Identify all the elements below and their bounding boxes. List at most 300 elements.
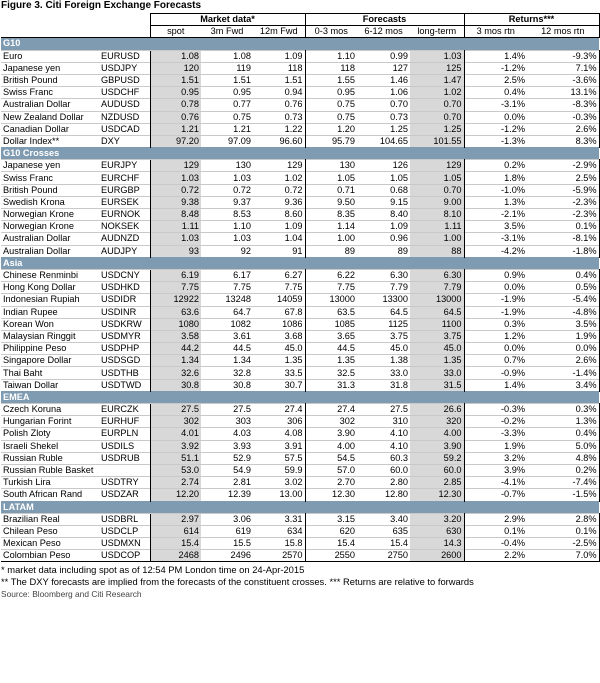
pair-code: USDTWD: [99, 379, 150, 391]
value-cell: 1.3%: [464, 196, 527, 208]
value-cell: 44.2: [150, 343, 201, 355]
currency-name: Japanese yen: [1, 160, 99, 172]
value-cell: -4.8%: [527, 306, 599, 318]
value-cell: 4.01: [150, 428, 201, 440]
pair-code: USDTHB: [99, 367, 150, 379]
section-header: [1, 148, 599, 160]
value-cell: 1.35: [253, 355, 305, 367]
footnote-dxy-returns: ** The DXY forecasts are implied from the forecasts of the constituent crosses. *** Returns are relative to forwards: [1, 575, 474, 587]
pair-code: USDILS: [99, 440, 150, 452]
table-row: [1, 172, 599, 184]
pair-code: EURSEK: [99, 196, 150, 208]
value-cell: 620: [305, 525, 357, 537]
pair-code: USDCHF: [99, 87, 150, 99]
currency-name: Norwegian Krone: [1, 221, 99, 233]
value-cell: 1.08: [201, 50, 253, 62]
value-cell: 30.8: [150, 379, 201, 391]
value-cell: 8.3%: [527, 135, 599, 147]
value-cell: 1.21: [150, 123, 201, 135]
value-cell: 30.7: [253, 379, 305, 391]
value-cell: 303: [201, 416, 253, 428]
pair-code: USDPHP: [99, 343, 150, 355]
value-cell: 54.5: [305, 452, 357, 464]
footnotes: [0, 564, 600, 587]
value-cell: 4.03: [201, 428, 253, 440]
value-cell: 1.51: [150, 74, 201, 86]
value-cell: -1.3%: [464, 135, 527, 147]
value-cell: 45.0: [357, 343, 410, 355]
value-cell: 3.15: [305, 513, 357, 525]
value-cell: -2.5%: [527, 538, 599, 550]
value-cell: 14059: [253, 294, 305, 306]
value-cell: 64.7: [201, 306, 253, 318]
value-cell: 3.02: [253, 477, 305, 489]
value-cell: -3.1%: [464, 233, 527, 245]
value-cell: 0.75: [201, 111, 253, 123]
value-cell: 0.72: [150, 184, 201, 196]
pair-code: DXY: [99, 135, 150, 147]
value-cell: 0.2%: [527, 464, 599, 476]
value-cell: 0.1%: [527, 525, 599, 537]
value-cell: 7.79: [410, 282, 464, 294]
table-row: [1, 221, 599, 233]
col-header-3m-fwd: 3m Fwd: [201, 26, 253, 38]
value-cell: 2600: [410, 550, 464, 562]
value-cell: 1.35: [305, 355, 357, 367]
value-cell: 1.03: [201, 233, 253, 245]
value-cell: 0.68: [357, 184, 410, 196]
value-cell: 7.75: [201, 282, 253, 294]
table-row: [1, 550, 599, 562]
col-header-0-3-mos: 0-3 mos: [305, 26, 357, 38]
currency-name: Hong Kong Dollar: [1, 282, 99, 294]
col-header-6-12-mos: 6-12 mos: [357, 26, 410, 38]
currency-name: Colombian Peso: [1, 550, 99, 562]
value-cell: 3.31: [253, 513, 305, 525]
value-cell: 63.5: [305, 306, 357, 318]
table-row: [1, 452, 599, 464]
value-cell: 1085: [305, 318, 357, 330]
value-cell: 0.95: [305, 87, 357, 99]
pair-code: USDMYR: [99, 330, 150, 342]
value-cell: 2.97: [150, 513, 201, 525]
value-cell: 1.03: [410, 50, 464, 62]
pair-code: USDCOP: [99, 550, 150, 562]
pair-code: EURCZK: [99, 404, 150, 416]
value-cell: 1.08: [150, 50, 201, 62]
value-cell: 97.20: [150, 135, 201, 147]
value-cell: 1.51: [253, 74, 305, 86]
value-cell: 4.08: [253, 428, 305, 440]
currency-name: Thai Baht: [1, 367, 99, 379]
section-header: [1, 391, 599, 403]
value-cell: 45.0: [410, 343, 464, 355]
value-cell: 0.70: [410, 111, 464, 123]
value-cell: 1.06: [357, 87, 410, 99]
value-cell: 1086: [253, 318, 305, 330]
table-row: [1, 50, 599, 62]
value-cell: 3.06: [201, 513, 253, 525]
value-cell: 1.2%: [464, 330, 527, 342]
pair-code: USDCAD: [99, 123, 150, 135]
value-cell: 33.0: [410, 367, 464, 379]
table-row: [1, 355, 599, 367]
value-cell: 1.51: [201, 74, 253, 86]
currency-name: New Zealand Dollar: [1, 111, 99, 123]
value-cell: -0.3%: [527, 111, 599, 123]
table-row: [1, 525, 599, 537]
value-cell: 0.78: [150, 99, 201, 111]
value-cell: 1.4%: [464, 50, 527, 62]
value-cell: 9.50: [305, 196, 357, 208]
table-row: [1, 74, 599, 86]
value-cell: 101.55: [410, 135, 464, 147]
value-cell: 32.5: [305, 367, 357, 379]
value-cell: 0.76: [253, 99, 305, 111]
value-cell: 1.9%: [527, 330, 599, 342]
value-cell: 2.2%: [464, 550, 527, 562]
pair-code: EURCHF: [99, 172, 150, 184]
value-cell: 0.0%: [527, 343, 599, 355]
value-cell: 306: [253, 416, 305, 428]
value-cell: 0.73: [357, 111, 410, 123]
pair-code: USDCLP: [99, 525, 150, 537]
currency-name: Swedish Krona: [1, 196, 99, 208]
value-cell: 3.2%: [464, 452, 527, 464]
value-cell: 54.9: [201, 464, 253, 476]
value-cell: 0.75: [305, 99, 357, 111]
value-cell: 3.75: [410, 330, 464, 342]
value-cell: 1.03: [201, 172, 253, 184]
col-header-12m-fwd: 12m Fwd: [253, 26, 305, 38]
value-cell: 8.35: [305, 209, 357, 221]
value-cell: 634: [253, 525, 305, 537]
value-cell: 93: [150, 245, 201, 257]
value-cell: 7.79: [357, 282, 410, 294]
value-cell: 89: [305, 245, 357, 257]
value-cell: 1.09: [253, 221, 305, 233]
value-cell: 0.96: [357, 233, 410, 245]
value-cell: 8.40: [357, 209, 410, 221]
value-cell: 1.02: [410, 87, 464, 99]
value-cell: 0.7%: [464, 355, 527, 367]
value-cell: 5.0%: [527, 440, 599, 452]
value-cell: 31.5: [410, 379, 464, 391]
table-row: [1, 184, 599, 196]
value-cell: 1.03: [150, 172, 201, 184]
value-cell: 1125: [357, 318, 410, 330]
value-cell: 1.22: [253, 123, 305, 135]
value-cell: 3.65: [305, 330, 357, 342]
value-cell: 118: [253, 62, 305, 74]
value-cell: 0.71: [305, 184, 357, 196]
value-cell: 15.5: [201, 538, 253, 550]
value-cell: 12.30: [305, 489, 357, 501]
value-cell: 59.9: [253, 464, 305, 476]
currency-name: Singapore Dollar: [1, 355, 99, 367]
table-row: [1, 416, 599, 428]
value-cell: 57.5: [253, 452, 305, 464]
value-cell: 7.0%: [527, 550, 599, 562]
currency-name: Dollar Index**: [1, 135, 99, 147]
col-header-12-mos-rtn: 12 mos rtn: [527, 26, 599, 38]
value-cell: 302: [305, 416, 357, 428]
value-cell: 60.0: [357, 464, 410, 476]
value-cell: 7.75: [150, 282, 201, 294]
currency-name: Swiss Franc: [1, 172, 99, 184]
currency-name: Czech Koruna: [1, 404, 99, 416]
value-cell: -5.4%: [527, 294, 599, 306]
pair-code: GBPUSD: [99, 74, 150, 86]
value-cell: 2.8%: [527, 513, 599, 525]
value-cell: 129: [410, 160, 464, 172]
table-row: [1, 343, 599, 355]
value-cell: 15.8: [253, 538, 305, 550]
currency-name: Korean Won: [1, 318, 99, 330]
value-cell: 1080: [150, 318, 201, 330]
value-cell: 3.5%: [527, 318, 599, 330]
pair-code: USDHKD: [99, 282, 150, 294]
section-header: [1, 38, 599, 50]
value-cell: -2.1%: [464, 209, 527, 221]
value-cell: -0.2%: [464, 416, 527, 428]
value-cell: 27.4: [305, 404, 357, 416]
value-cell: 27.5: [150, 404, 201, 416]
value-cell: 4.00: [410, 428, 464, 440]
value-cell: 14.3: [410, 538, 464, 550]
section-title: Asia: [1, 257, 599, 269]
value-cell: 0.94: [253, 87, 305, 99]
currency-name: Russian Ruble: [1, 452, 99, 464]
value-cell: 126: [357, 160, 410, 172]
value-cell: 44.5: [201, 343, 253, 355]
value-cell: -3.1%: [464, 99, 527, 111]
currency-name: Indian Rupee: [1, 306, 99, 318]
col-header-3-mos-rtn: 3 mos rtn: [464, 26, 527, 38]
pair-code: NOKSEK: [99, 221, 150, 233]
pair-code: USDCNY: [99, 269, 150, 281]
value-cell: 2.81: [201, 477, 253, 489]
value-cell: 3.58: [150, 330, 201, 342]
value-cell: 1.25: [357, 123, 410, 135]
value-cell: 310: [357, 416, 410, 428]
value-cell: 0.9%: [464, 269, 527, 281]
value-cell: 0.70: [410, 99, 464, 111]
value-cell: 1.21: [201, 123, 253, 135]
value-cell: 64.5: [357, 306, 410, 318]
header-spacer: [1, 14, 150, 26]
pair-code: EURGBP: [99, 184, 150, 196]
currency-name: Taiwan Dollar: [1, 379, 99, 391]
value-cell: 7.75: [305, 282, 357, 294]
value-cell: 127: [357, 62, 410, 74]
sub-header-row: [1, 26, 599, 38]
value-cell: -1.8%: [527, 245, 599, 257]
currency-name: South African Rand: [1, 489, 99, 501]
value-cell: -3.3%: [464, 428, 527, 440]
value-cell: 2.70: [305, 477, 357, 489]
value-cell: 0.75: [305, 111, 357, 123]
currency-name: Swiss Franc: [1, 87, 99, 99]
value-cell: 60.0: [410, 464, 464, 476]
col-header-long-term: long-term: [410, 26, 464, 38]
value-cell: -1.5%: [527, 489, 599, 501]
value-cell: 32.8: [201, 367, 253, 379]
pair-code: USDMXN: [99, 538, 150, 550]
value-cell: -0.9%: [464, 367, 527, 379]
value-cell: 0.0%: [464, 111, 527, 123]
table-row: [1, 440, 599, 452]
forecasts-header: Forecasts: [305, 14, 464, 26]
value-cell: 0.3%: [464, 318, 527, 330]
value-cell: 1.10: [201, 221, 253, 233]
currency-name: Japanese yen: [1, 62, 99, 74]
currency-name: British Pound: [1, 74, 99, 86]
value-cell: 7.75: [253, 282, 305, 294]
value-cell: 129: [253, 160, 305, 172]
value-cell: -4.2%: [464, 245, 527, 257]
value-cell: 2.5%: [464, 74, 527, 86]
value-cell: 1.03: [150, 233, 201, 245]
value-cell: -1.0%: [464, 184, 527, 196]
value-cell: 129: [150, 160, 201, 172]
pair-code: USDZAR: [99, 489, 150, 501]
value-cell: 619: [201, 525, 253, 537]
value-cell: 6.19: [150, 269, 201, 281]
value-cell: 13.1%: [527, 87, 599, 99]
value-cell: 1082: [201, 318, 253, 330]
value-cell: 31.3: [305, 379, 357, 391]
value-cell: 97.09: [201, 135, 253, 147]
value-cell: 0.95: [150, 87, 201, 99]
value-cell: 118: [305, 62, 357, 74]
value-cell: 2468: [150, 550, 201, 562]
value-cell: 1.9%: [464, 440, 527, 452]
value-cell: 89: [357, 245, 410, 257]
value-cell: 0.0%: [464, 282, 527, 294]
value-cell: -5.9%: [527, 184, 599, 196]
value-cell: 635: [357, 525, 410, 537]
value-cell: 0.76: [150, 111, 201, 123]
pair-code: EURNOK: [99, 209, 150, 221]
value-cell: 3.75: [357, 330, 410, 342]
value-cell: 130: [201, 160, 253, 172]
value-cell: 3.90: [410, 440, 464, 452]
value-cell: 6.17: [201, 269, 253, 281]
value-cell: 12.30: [410, 489, 464, 501]
section-title: G10 Crosses: [1, 148, 599, 160]
value-cell: 13300: [357, 294, 410, 306]
value-cell: -1.9%: [464, 306, 527, 318]
section-header: [1, 257, 599, 269]
value-cell: 4.10: [357, 440, 410, 452]
value-cell: 4.00: [305, 440, 357, 452]
value-cell: 8.48: [150, 209, 201, 221]
value-cell: 2550: [305, 550, 357, 562]
value-cell: 12.80: [357, 489, 410, 501]
value-cell: 1.38: [357, 355, 410, 367]
value-cell: -1.9%: [464, 294, 527, 306]
value-cell: 0.3%: [527, 404, 599, 416]
value-cell: 31.8: [357, 379, 410, 391]
table-row: [1, 477, 599, 489]
value-cell: 3.91: [253, 440, 305, 452]
section-title: G10: [1, 38, 599, 50]
value-cell: 51.1: [150, 452, 201, 464]
value-cell: 57.0: [305, 464, 357, 476]
value-cell: -2.3%: [527, 196, 599, 208]
value-cell: 3.68: [253, 330, 305, 342]
value-cell: 1.35: [410, 355, 464, 367]
value-cell: 119: [201, 62, 253, 74]
table-row: [1, 135, 599, 147]
value-cell: 13000: [305, 294, 357, 306]
pair-code: USDSGD: [99, 355, 150, 367]
value-cell: 9.15: [357, 196, 410, 208]
value-cell: -0.3%: [464, 404, 527, 416]
value-cell: 91: [253, 245, 305, 257]
value-cell: 88: [410, 245, 464, 257]
value-cell: 3.40: [357, 513, 410, 525]
value-cell: 1.46: [357, 74, 410, 86]
table-row: [1, 489, 599, 501]
value-cell: -4.1%: [464, 477, 527, 489]
value-cell: 12.20: [150, 489, 201, 501]
value-cell: 320: [410, 416, 464, 428]
value-cell: 9.36: [253, 196, 305, 208]
value-cell: 0.77: [201, 99, 253, 111]
value-cell: 0.5%: [527, 282, 599, 294]
value-cell: 59.2: [410, 452, 464, 464]
value-cell: 1.34: [201, 355, 253, 367]
value-cell: 3.9%: [464, 464, 527, 476]
value-cell: 0.1%: [464, 525, 527, 537]
currency-name: Russian Ruble Basket: [1, 464, 99, 476]
value-cell: 2.74: [150, 477, 201, 489]
table-row: [1, 62, 599, 74]
currency-name: Euro: [1, 50, 99, 62]
value-cell: 2496: [201, 550, 253, 562]
pair-code: USDTRY: [99, 477, 150, 489]
value-cell: 45.0: [253, 343, 305, 355]
value-cell: -2.3%: [527, 209, 599, 221]
value-cell: 0.1%: [527, 221, 599, 233]
value-cell: 95.79: [305, 135, 357, 147]
value-cell: 13.00: [253, 489, 305, 501]
currency-name: Canadian Dollar: [1, 123, 99, 135]
table-row: [1, 379, 599, 391]
value-cell: 9.00: [410, 196, 464, 208]
value-cell: 1.04: [253, 233, 305, 245]
currency-name: Brazilian Real: [1, 513, 99, 525]
value-cell: 2.80: [357, 477, 410, 489]
value-cell: 7.1%: [527, 62, 599, 74]
value-cell: 67.8: [253, 306, 305, 318]
value-cell: 614: [150, 525, 201, 537]
value-cell: -2.9%: [527, 160, 599, 172]
value-cell: 2.6%: [527, 123, 599, 135]
value-cell: 1.11: [410, 221, 464, 233]
value-cell: 6.30: [357, 269, 410, 281]
value-cell: 0.72: [201, 184, 253, 196]
pair-code: AUDJPY: [99, 245, 150, 257]
value-cell: 30.8: [201, 379, 253, 391]
table-row: [1, 245, 599, 257]
section-title: EMEA: [1, 391, 599, 403]
value-cell: -9.3%: [527, 50, 599, 62]
value-cell: -1.4%: [527, 367, 599, 379]
value-cell: 1.00: [305, 233, 357, 245]
